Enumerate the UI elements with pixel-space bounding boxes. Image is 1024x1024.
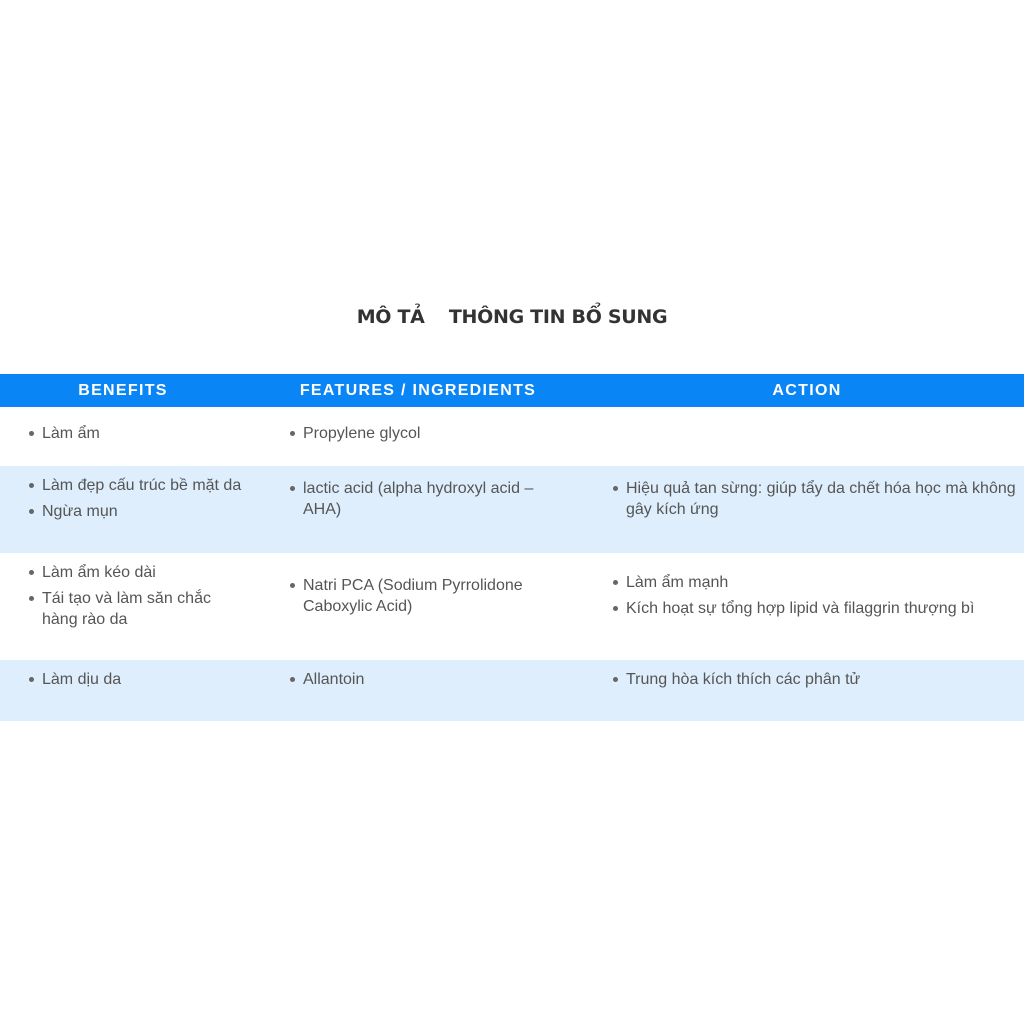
list-item: Natri PCA (Sodium Pyrrolidone Caboxylic Acid): [287, 575, 549, 617]
benefits-cell: [26, 423, 266, 449]
features-cell: [287, 423, 557, 449]
list-item: Trung hòa kích thích các phân tử: [610, 669, 1024, 690]
tab-additional-info[interactable]: THÔNG TIN BỔ SUNG: [448, 306, 668, 328]
header-benefits: BENEFITS: [78, 382, 168, 399]
list-item: Propylene glycol: [287, 423, 557, 444]
tab-description[interactable]: MÔ TẢ: [356, 306, 425, 328]
action-cell: [610, 669, 1024, 695]
table-row: [0, 553, 1024, 660]
tab-bar: [0, 306, 1024, 328]
table-row: [0, 466, 1024, 553]
features-cell: [287, 478, 557, 525]
list-item: Hiệu quả tan sừng: giúp tẩy da chết hóa học mà không gây kích ứng: [610, 478, 1024, 520]
action-cell: [610, 478, 1024, 525]
list-item: Làm dịu da: [26, 669, 266, 690]
list-item: Làm đẹp cấu trúc bề mặt da: [26, 475, 266, 496]
list-item: lactic acid (alpha hydroxyl acid – AHA): [287, 478, 557, 520]
benefits-cell: [26, 669, 266, 695]
list-item: Ngừa mụn: [26, 501, 266, 522]
action-cell: [610, 572, 1024, 624]
list-item: Kích hoạt sự tổng hợp lipid và filaggrin thượng bì: [610, 598, 1024, 619]
list-item: Làm ẩm kéo dài: [26, 562, 226, 583]
list-item: Làm ẩm: [26, 423, 266, 444]
benefits-cell: [26, 475, 266, 527]
benefits-cell: [26, 562, 226, 635]
header-features: FEATURES / INGREDIENTS: [299, 382, 537, 399]
list-item: Allantoin: [287, 669, 557, 690]
ingredients-table: [0, 374, 1024, 721]
list-item: Tái tạo và làm săn chắc hàng rào da: [26, 588, 226, 630]
header-action: ACTION: [772, 382, 842, 399]
list-item: Làm ẩm mạnh: [610, 572, 1024, 593]
table-header: [0, 374, 1024, 407]
table-row: [0, 660, 1024, 721]
table-row: [0, 407, 1024, 466]
features-cell: [287, 575, 549, 622]
features-cell: [287, 669, 557, 695]
